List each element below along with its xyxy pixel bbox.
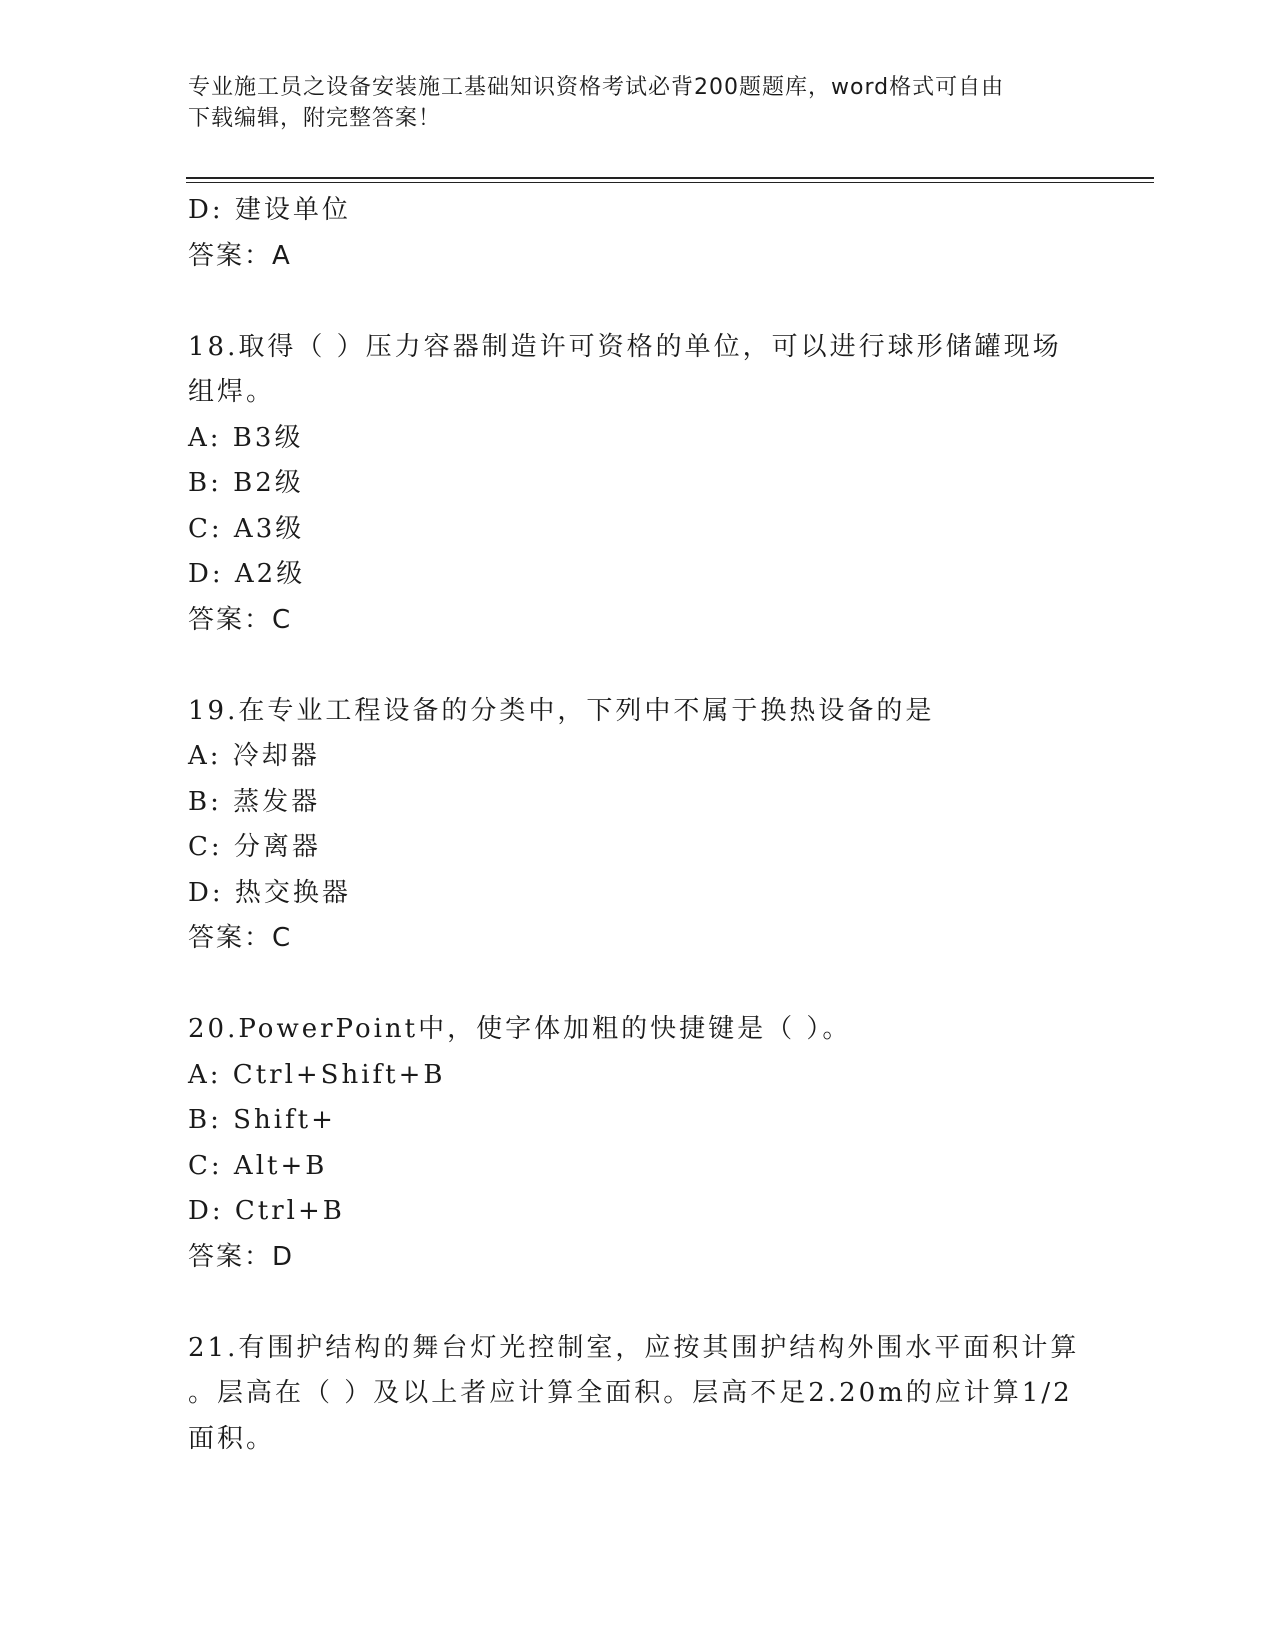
question-list — [188, 188, 1088, 1462]
option-c: C: 分离器 — [188, 832, 321, 862]
question-stem: 。层高在（ ）及以上者应计算全面积。层高不足2.20m的应计算1/2 — [188, 1378, 1073, 1408]
option-d: D: 热交换器 — [188, 877, 351, 908]
option-d: D: 建设单位 — [188, 195, 351, 225]
question-stem: 20.PowerPoint中，使字体加粗的快捷键是（ ）。 — [188, 1014, 852, 1044]
question-stem: 19.在专业工程设备的分类中，下列中不属于换热设备的是 — [188, 695, 935, 726]
question-stem: 21.有围护结构的舞台灯光控制室，应按其围护结构外围水平面积计算 — [188, 1332, 1080, 1363]
header-rule-thin — [186, 182, 1154, 183]
question-stem: 组焊。 — [188, 377, 276, 407]
header-line-2: 下载编辑，附完整答案！ — [188, 106, 442, 131]
spacer — [188, 962, 1088, 1008]
question-20 — [188, 1007, 1088, 1280]
answer: 答案：C — [188, 923, 293, 953]
option-c: C: A3级 — [188, 513, 305, 544]
question-18 — [188, 325, 1088, 644]
option-a: A: 冷却器 — [188, 741, 320, 771]
option-b: B: Shift+ — [188, 1105, 336, 1135]
document-header — [188, 72, 1068, 134]
option-a: A: B3级 — [188, 422, 304, 453]
option-d: D: Ctrl+B — [188, 1196, 345, 1226]
question-stem: 18.取得（ ）压力容器制造许可资格的单位，可以进行球形储罐现场 — [188, 331, 1062, 362]
option-c: C: Alt+B — [188, 1150, 328, 1181]
question-stem: 面积。 — [188, 1423, 276, 1454]
question-17 — [188, 188, 1088, 279]
header-line-1: 专业施工员之设备安装施工基础知识资格考试必背200题题库，word格式可自由 — [188, 75, 1005, 100]
option-b: B: 蒸发器 — [188, 786, 321, 817]
question-19 — [188, 689, 1088, 962]
question-21 — [188, 1326, 1088, 1463]
answer: 答案：A — [188, 240, 292, 271]
spacer — [188, 279, 1088, 325]
spacer — [188, 643, 1088, 689]
answer: 答案：C — [188, 604, 293, 635]
option-a: A: Ctrl+Shift+B — [188, 1059, 446, 1090]
option-b: B: B2级 — [188, 468, 304, 498]
header-rule-thick — [186, 177, 1154, 179]
option-d: D: A2级 — [188, 559, 306, 589]
answer: 答案：D — [188, 1241, 295, 1272]
spacer — [188, 1280, 1088, 1326]
